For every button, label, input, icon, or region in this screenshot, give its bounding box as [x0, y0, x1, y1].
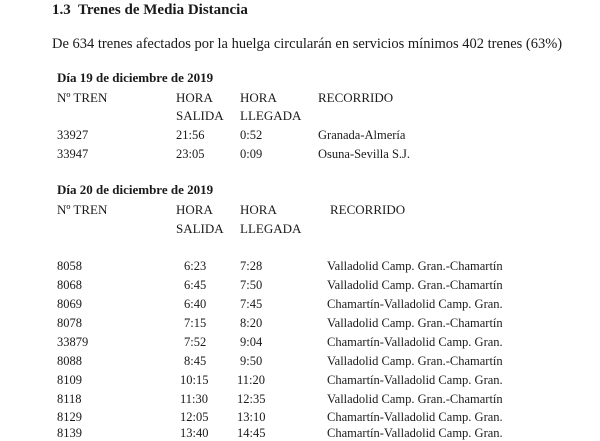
cell-salida: 10:15: [180, 373, 209, 387]
cell-llegada: 14:45: [237, 426, 266, 440]
cell-tren: 33947: [57, 147, 89, 161]
cell-recorrido: Valladolid Camp. Gran.-Chamartín: [327, 316, 503, 330]
cell-tren: 8109: [57, 373, 82, 387]
cell-tren: 8088: [57, 354, 82, 368]
col-header-salida: SALIDA: [176, 108, 224, 123]
cell-llegada: 7:50: [240, 278, 263, 292]
cell-recorrido: Chamartín-Valladolid Camp. Gran.: [327, 297, 503, 311]
cell-salida: 7:15: [184, 316, 207, 330]
intro-paragraph: De 634 trenes afectados por la huelga circularán en servicios mínimos 402 trenes (63%): [52, 36, 563, 52]
cell-recorrido: Chamartín-Valladolid Camp. Gran.: [327, 335, 503, 349]
cell-llegada: 11:20: [237, 373, 266, 387]
cell-tren: 8058: [57, 259, 82, 273]
cell-tren: 33879: [57, 335, 89, 349]
cell-recorrido: Valladolid Camp. Gran.-Chamartín: [327, 259, 503, 273]
cell-tren: 8139: [57, 426, 82, 440]
cell-salida: 21:56: [176, 128, 205, 142]
cell-salida: 7:52: [184, 335, 207, 349]
cell-recorrido: Osuna-Sevilla S.J.: [318, 147, 411, 161]
col-header-salida: SALIDA: [176, 221, 224, 236]
cell-salida: 13:40: [180, 426, 209, 440]
cell-llegada: 12:35: [237, 392, 266, 406]
day-title: Día 19 de diciembre de 2019: [57, 70, 214, 85]
cell-llegada: 0:52: [240, 128, 263, 142]
cell-salida: 8:45: [184, 354, 207, 368]
cell-recorrido: Chamartín-Valladolid Camp. Gran.: [327, 426, 503, 440]
col-header-recorrido: RECORRIDO: [330, 202, 406, 217]
col-header-llegada: LLEGADA: [240, 108, 302, 123]
cell-salida: 6:23: [184, 259, 207, 273]
cell-llegada: 13:10: [237, 410, 266, 424]
section-heading: [52, 2, 248, 19]
cell-llegada: 0:09: [240, 147, 263, 161]
cell-recorrido: Valladolid Camp. Gran.-Chamartín: [327, 278, 503, 292]
cell-salida: 11:30: [180, 392, 209, 406]
section-title: Trenes de Media Distancia: [77, 2, 248, 18]
cell-recorrido: Valladolid Camp. Gran.-Chamartín: [327, 354, 503, 368]
col-header-tren: Nº TREN: [57, 202, 108, 217]
col-header-hora-llegada: HORA: [240, 202, 277, 217]
cell-tren: 8129: [57, 410, 82, 424]
cell-llegada: 9:50: [240, 354, 263, 368]
cell-tren: 8118: [57, 392, 82, 406]
cell-llegada: 9:04: [240, 335, 263, 349]
col-header-hora-salida: HORA: [176, 202, 213, 217]
col-header-hora-salida: HORA: [176, 90, 213, 105]
col-header-llegada: LLEGADA: [240, 221, 302, 236]
day-title: Día 20 de diciembre de 2019: [57, 182, 214, 197]
cell-salida: 6:45: [184, 278, 207, 292]
cell-tren: 8068: [57, 278, 82, 292]
cell-recorrido: Chamartín-Valladolid Camp. Gran.: [327, 410, 503, 424]
col-header-hora-llegada: HORA: [240, 90, 277, 105]
cell-llegada: 8:20: [240, 316, 263, 330]
cell-llegada: 7:45: [240, 297, 263, 311]
cell-salida: 6:40: [184, 297, 207, 311]
cell-tren: 8078: [57, 316, 82, 330]
cell-salida: 23:05: [176, 147, 205, 161]
cell-recorrido: Chamartín-Valladolid Camp. Gran.: [327, 373, 503, 387]
cell-recorrido: Granada-Almería: [318, 128, 406, 142]
cell-tren: 8069: [57, 297, 82, 311]
cell-salida: 12:05: [180, 410, 209, 424]
col-header-recorrido: RECORRIDO: [318, 90, 394, 105]
col-header-tren: Nº TREN: [57, 90, 108, 105]
section-number: 1.3: [52, 2, 71, 18]
cell-recorrido: Valladolid Camp. Gran.-Chamartín: [327, 392, 503, 406]
cell-llegada: 7:28: [240, 259, 263, 273]
cell-tren: 33927: [57, 128, 89, 142]
